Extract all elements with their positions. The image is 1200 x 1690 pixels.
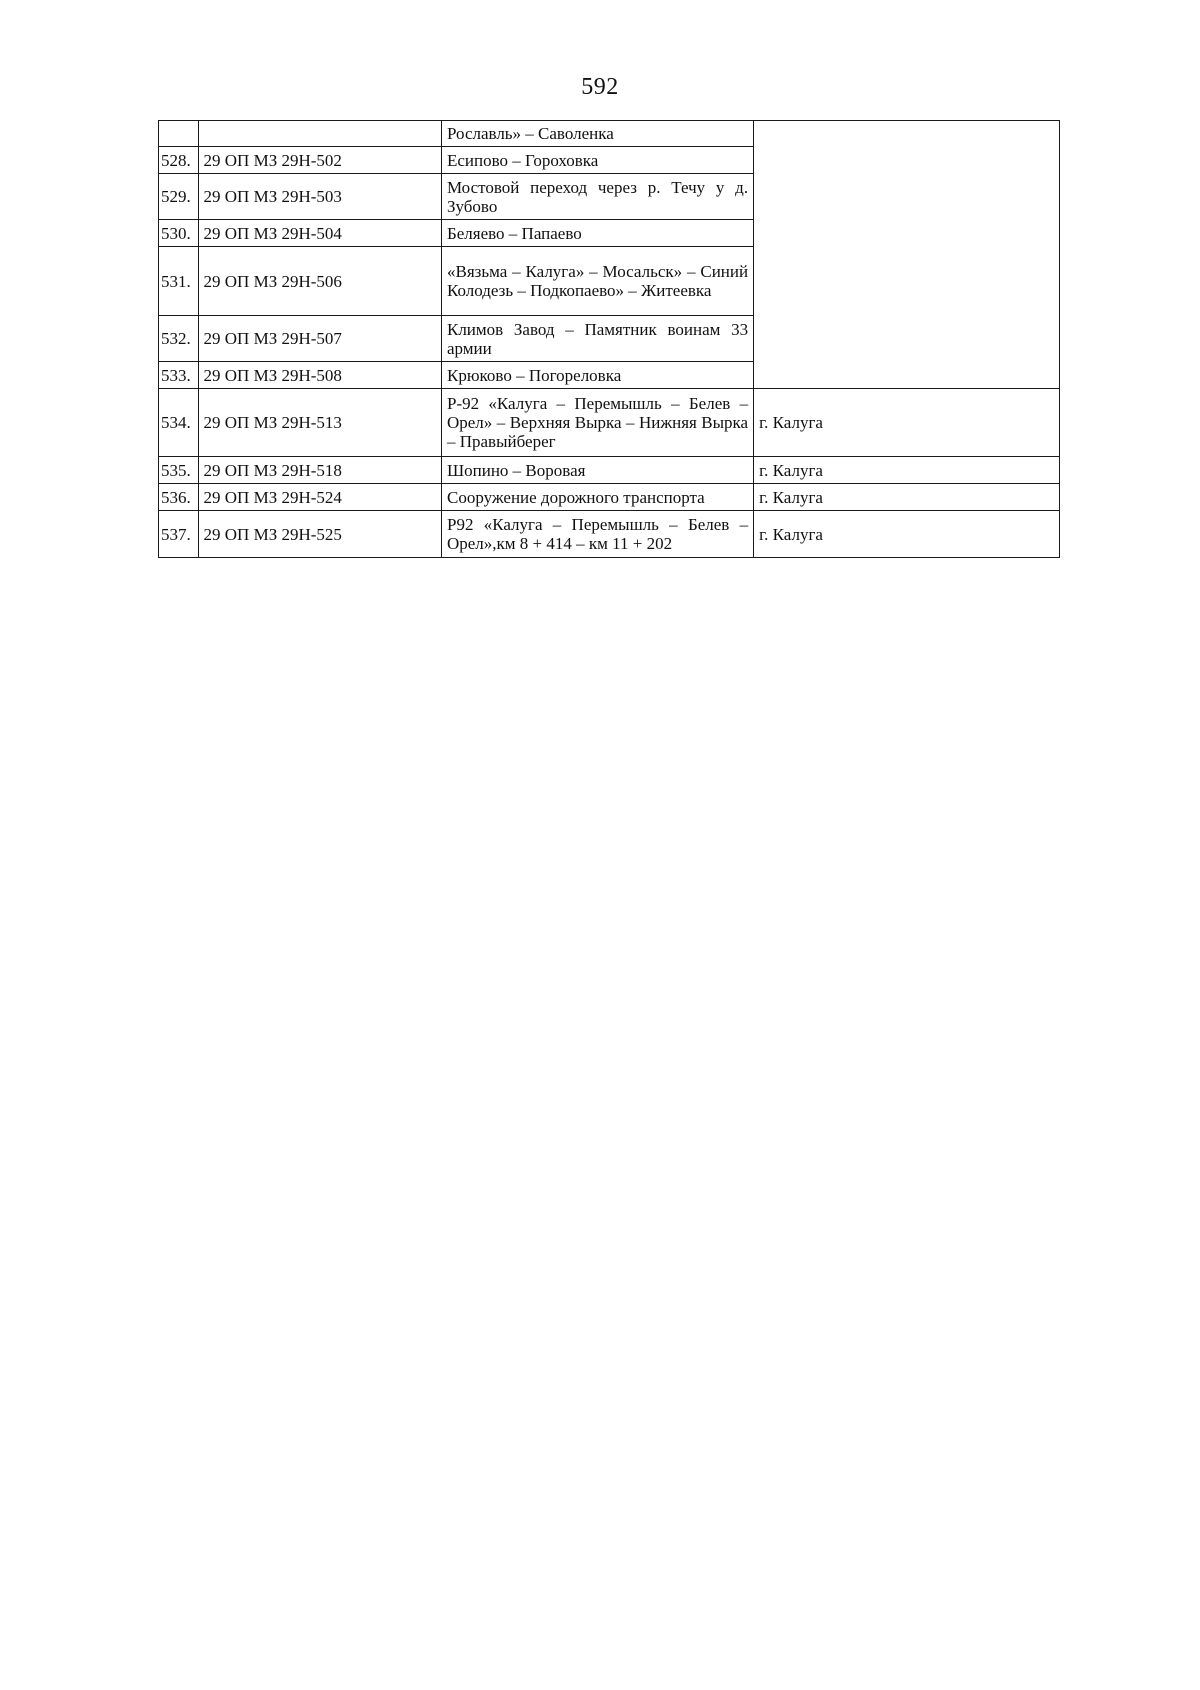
location-cell: г. Калуга <box>754 389 1060 457</box>
row-number-cell: 536. <box>159 484 199 511</box>
row-number-cell: 532. <box>159 316 199 362</box>
row-number-cell: 530. <box>159 220 199 247</box>
road-name-cell: Р-92 «Калуга – Перемышль – Белев – Орел» – Верхняя Вырка – Нижняя Вырка – Правыйберег <box>441 389 753 457</box>
road-name-cell: Мостовой переход через р. Течу у д. Зубово <box>441 174 753 220</box>
table-row <box>159 511 1060 558</box>
road-code-cell: 29 ОП МЗ 29Н-513 <box>198 389 441 457</box>
location-cell: г. Калуга <box>754 484 1060 511</box>
location-cell: г. Калуга <box>754 457 1060 484</box>
road-code-cell: 29 ОП МЗ 29Н-507 <box>198 316 441 362</box>
location-cell <box>754 121 1060 389</box>
road-name-cell: Крюково – Погореловка <box>441 362 753 389</box>
row-number-cell <box>159 121 199 147</box>
row-number-cell: 534. <box>159 389 199 457</box>
road-code-cell: 29 ОП МЗ 29Н-524 <box>198 484 441 511</box>
row-number-cell: 537. <box>159 511 199 558</box>
road-code-cell: 29 ОП МЗ 29Н-506 <box>198 247 441 316</box>
page-number: 592 <box>581 74 619 100</box>
row-number-cell: 533. <box>159 362 199 389</box>
road-code-cell: 29 ОП МЗ 29Н-503 <box>198 174 441 220</box>
location-cell: г. Калуга <box>754 511 1060 558</box>
road-code-cell: 29 ОП МЗ 29Н-508 <box>198 362 441 389</box>
road-name-cell: «Вязьма – Калуга» – Мосальск» – Синий Колодезь – Подкопаево» – Житеевка <box>441 247 753 316</box>
road-code-cell: 29 ОП МЗ 29Н-504 <box>198 220 441 247</box>
row-number-cell: 528. <box>159 147 199 174</box>
road-name-cell: Климов Завод – Памятник воинам 33 армии <box>441 316 753 362</box>
road-code-cell: 29 ОП МЗ 29Н-518 <box>198 457 441 484</box>
road-name-cell: Р92 «Калуга – Перемышль – Белев – Орел»,км 8 + 414 – км 11 + 202 <box>441 511 753 558</box>
road-code-cell: 29 ОП МЗ 29Н-502 <box>198 147 441 174</box>
roads-table <box>158 120 1060 558</box>
table-row <box>159 484 1060 511</box>
road-name-cell: Рославль» – Саволенка <box>441 121 753 147</box>
row-number-cell: 531. <box>159 247 199 316</box>
row-number-cell: 529. <box>159 174 199 220</box>
road-code-cell <box>198 121 441 147</box>
road-name-cell: Шопино – Воровая <box>441 457 753 484</box>
row-number-cell: 535. <box>159 457 199 484</box>
road-code-cell: 29 ОП МЗ 29Н-525 <box>198 511 441 558</box>
road-name-cell: Беляево – Папаево <box>441 220 753 247</box>
table-row <box>159 457 1060 484</box>
road-name-cell: Сооружение дорожного транспорта <box>441 484 753 511</box>
table-row <box>159 389 1060 457</box>
road-name-cell: Есипово – Гороховка <box>441 147 753 174</box>
table-row <box>159 121 1060 147</box>
